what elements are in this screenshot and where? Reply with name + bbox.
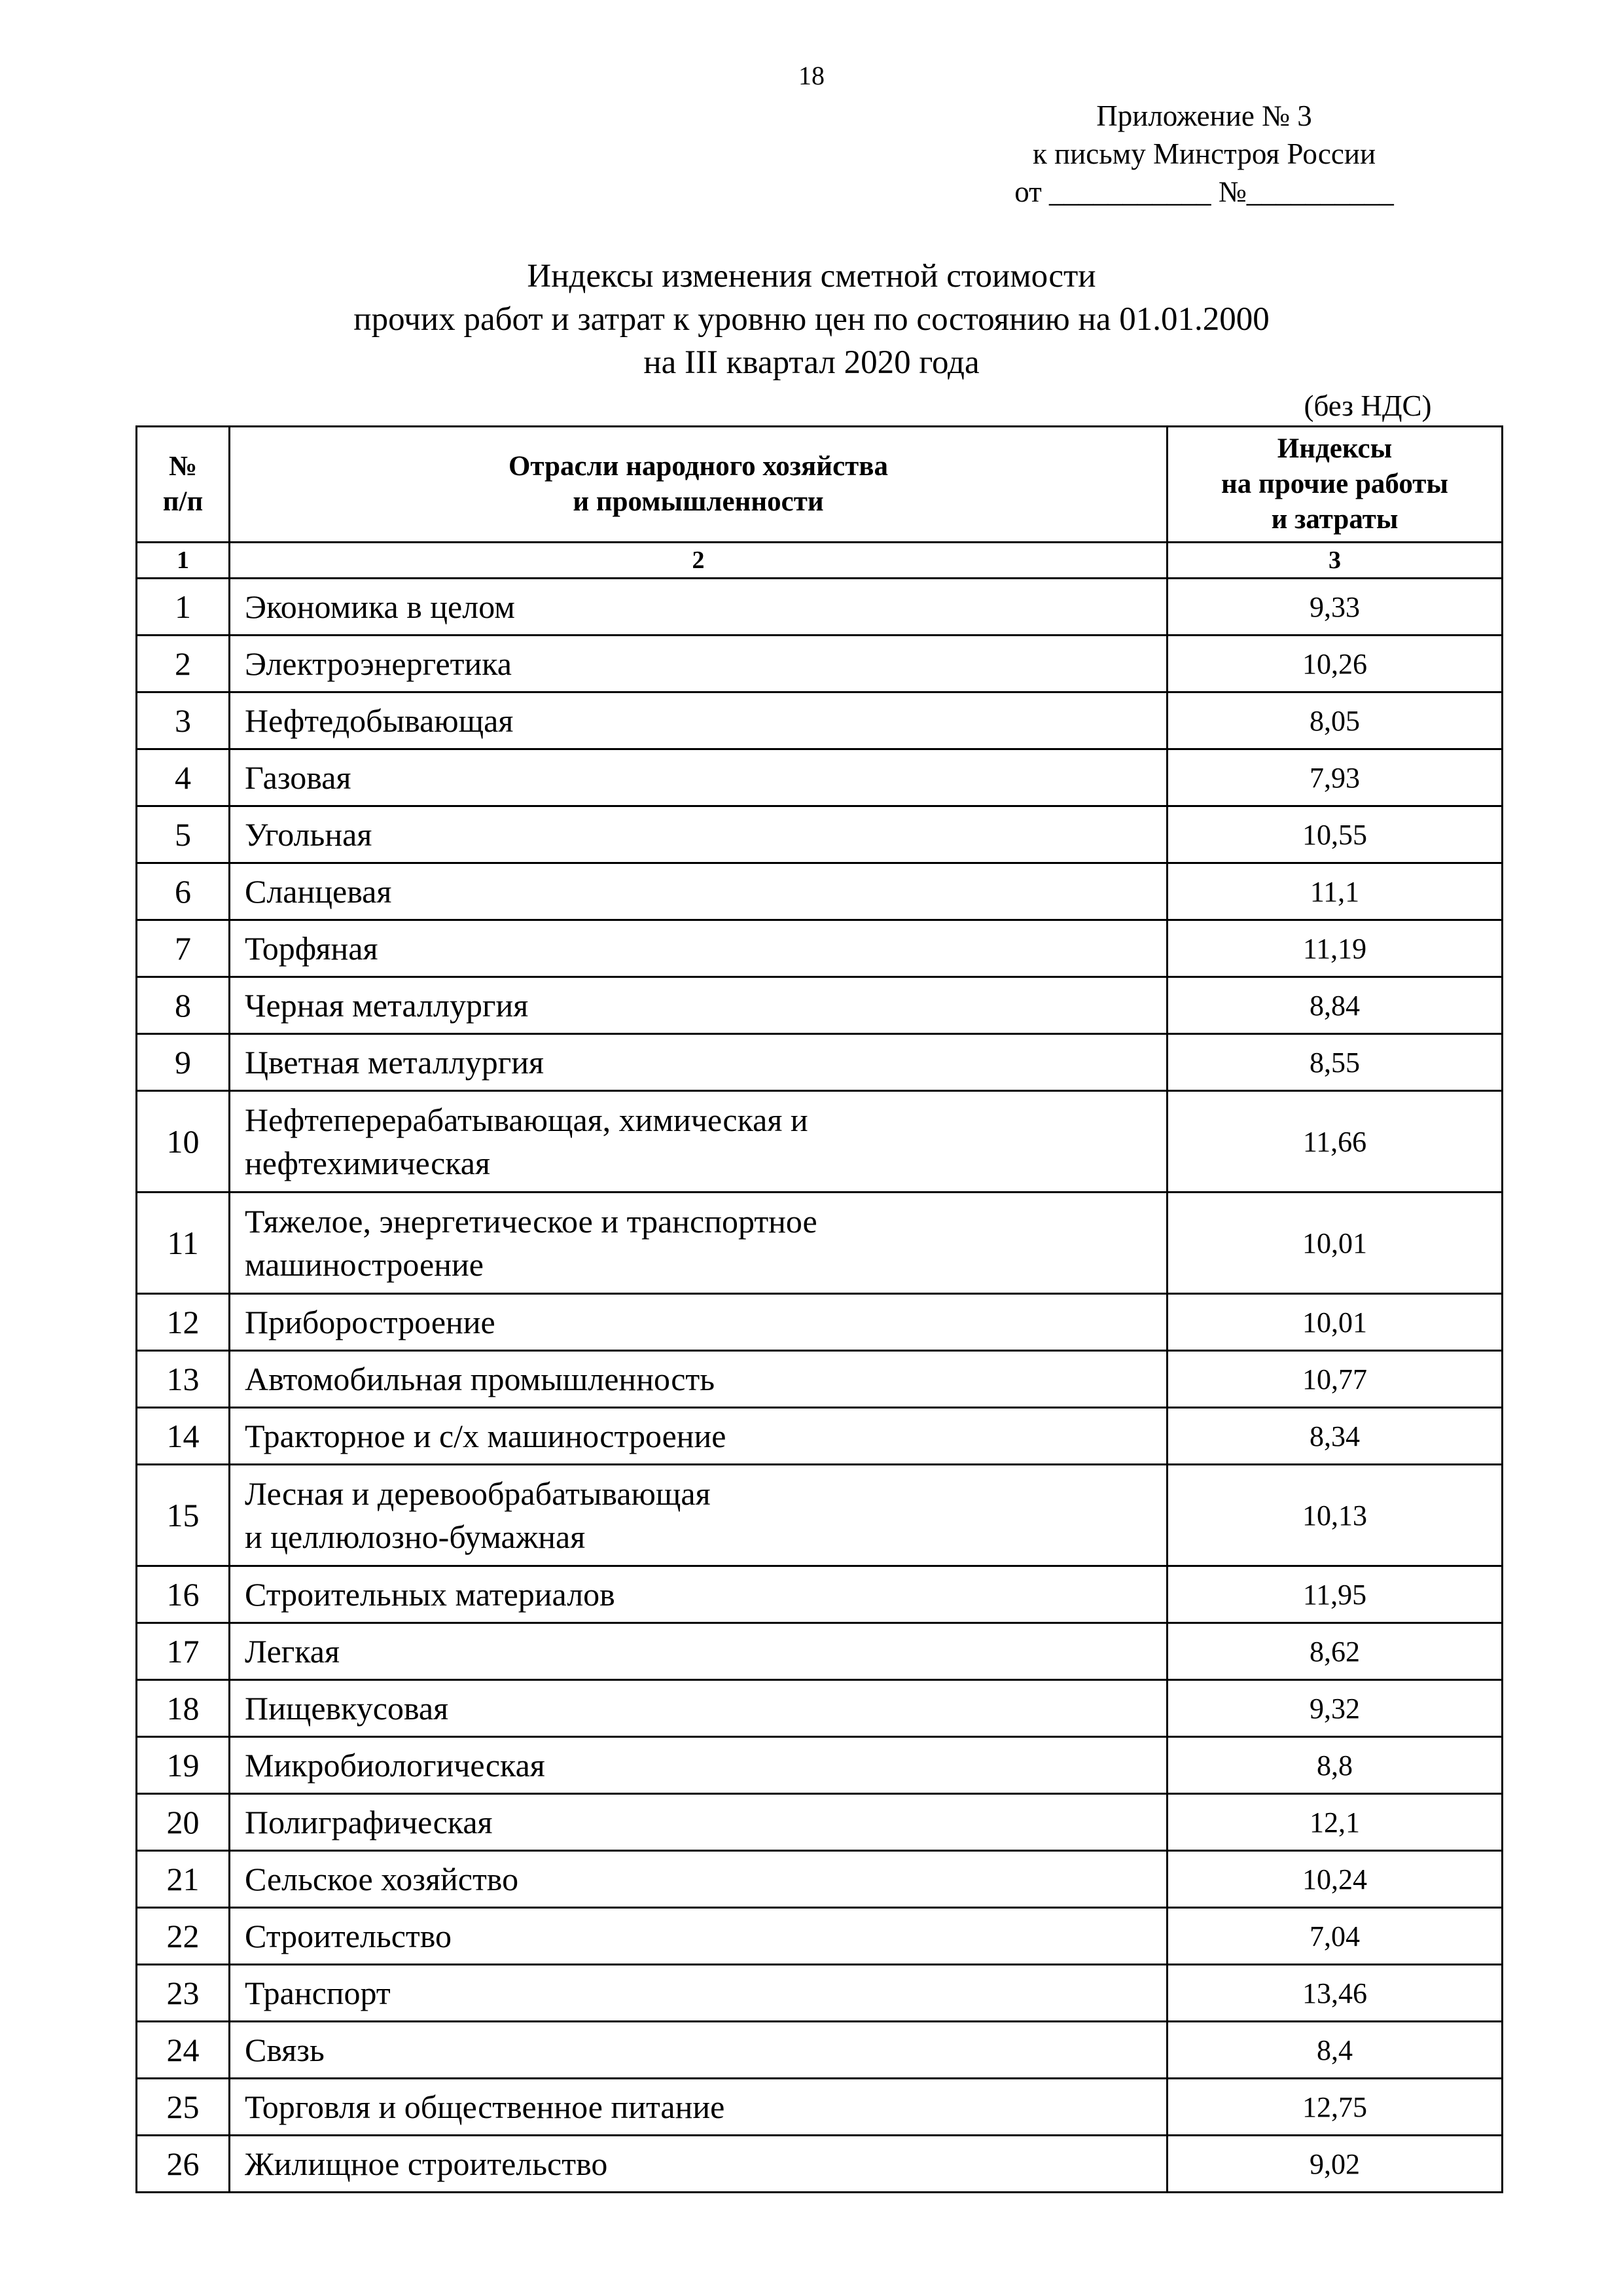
industry-name-line: Транспорт [245, 1975, 391, 2011]
row-number: 26 [137, 2136, 230, 2193]
index-value: 10,26 [1168, 636, 1503, 692]
table-row [137, 977, 1503, 1034]
index-value: 8,55 [1168, 1034, 1503, 1091]
industry-name-line: Приборостроение [245, 1304, 495, 1340]
table-row [137, 920, 1503, 977]
industry-name-line: и целлюлозно-бумажная [245, 1518, 586, 1555]
table-row [137, 2022, 1503, 2079]
industry-name-line: Полиграфическая [245, 1804, 493, 1840]
header-industry [230, 427, 1168, 543]
index-value: 7,04 [1168, 1908, 1503, 1965]
header-num [137, 427, 230, 543]
index-value: 11,1 [1168, 863, 1503, 920]
table-row [137, 749, 1503, 806]
industry-name [230, 1680, 1168, 1737]
industry-name [230, 920, 1168, 977]
header-num-line: № [168, 451, 198, 482]
industry-name-line: Тракторное и с/х машиностроение [245, 1418, 726, 1454]
table-row [137, 1091, 1503, 1193]
table-row [137, 1193, 1503, 1294]
column-number: 3 [1168, 543, 1503, 579]
table-row [137, 1408, 1503, 1465]
industry-name [230, 692, 1168, 749]
index-value: 8,8 [1168, 1737, 1503, 1794]
table-row [137, 1965, 1503, 2022]
industry-name [230, 1566, 1168, 1623]
row-number: 16 [137, 1566, 230, 1623]
industry-name [230, 1794, 1168, 1851]
row-number: 7 [137, 920, 230, 977]
column-number: 1 [137, 543, 230, 579]
industry-name [230, 1465, 1168, 1566]
industry-name-line: Жилищное строительство [245, 2145, 608, 2182]
industry-name [230, 1623, 1168, 1680]
index-value: 8,34 [1168, 1408, 1503, 1465]
appendix-line-3: от ___________ №__________ [1014, 175, 1394, 208]
index-value: 10,01 [1168, 1294, 1503, 1351]
row-number: 22 [137, 1908, 230, 1965]
row-number: 21 [137, 1851, 230, 1908]
document-title-line-2: прочих работ и затрат к уровню цен по состоянию на 01.01.2000 [353, 301, 1270, 338]
row-number: 13 [137, 1351, 230, 1408]
industry-name-line: Пищевкусовая [245, 1690, 449, 1727]
header-index-line: Индексы [1277, 433, 1393, 464]
index-value: 11,19 [1168, 920, 1503, 977]
table-header-row [137, 427, 1503, 543]
industry-name-line: Торговля и общественное питание [245, 2089, 725, 2125]
header-num-line: п/п [162, 486, 204, 517]
index-value: 8,62 [1168, 1623, 1503, 1680]
industry-name [230, 1908, 1168, 1965]
document-title-line-3: на III квартал 2020 года [643, 344, 980, 381]
index-value: 10,13 [1168, 1465, 1503, 1566]
row-number: 8 [137, 977, 230, 1034]
industry-name [230, 1351, 1168, 1408]
industry-name [230, 863, 1168, 920]
index-value: 7,93 [1168, 749, 1503, 806]
header-index-line: и затраты [1271, 504, 1399, 535]
header-industry-line: и промышленности [573, 486, 824, 517]
header-index [1168, 427, 1503, 543]
industry-name-line: Цветная металлургия [245, 1044, 544, 1081]
appendix-line-2: к письму Минстроя России [1032, 137, 1376, 170]
row-number: 10 [137, 1091, 230, 1193]
document-title-line-1: Индексы изменения сметной стоимости [527, 258, 1096, 295]
table-row [137, 1908, 1503, 1965]
row-number: 9 [137, 1034, 230, 1091]
industry-name-line: Тяжелое, энергетическое и транспортное [245, 1203, 817, 1240]
index-value: 8,05 [1168, 692, 1503, 749]
column-number: 2 [230, 543, 1168, 579]
row-number: 20 [137, 1794, 230, 1851]
appendix-line-1: Приложение № 3 [1096, 99, 1312, 132]
table-row [137, 2079, 1503, 2136]
industry-name [230, 2079, 1168, 2136]
industry-name-line: Строительство [245, 1918, 452, 1954]
table-row [137, 863, 1503, 920]
row-number: 14 [137, 1408, 230, 1465]
index-value: 11,95 [1168, 1566, 1503, 1623]
index-value: 10,55 [1168, 806, 1503, 863]
industry-name-line: Лесная и деревообрабатывающая [245, 1475, 711, 1512]
industry-name [230, 977, 1168, 1034]
row-number: 5 [137, 806, 230, 863]
industry-name-line: Микробиологическая [245, 1747, 545, 1784]
industry-name [230, 1408, 1168, 1465]
index-value: 12,1 [1168, 1794, 1503, 1851]
index-value: 13,46 [1168, 1965, 1503, 2022]
header-industry-line: Отрасли народного хозяйства [508, 451, 889, 482]
industry-name [230, 1193, 1168, 1294]
row-number: 19 [137, 1737, 230, 1794]
row-number: 6 [137, 863, 230, 920]
industry-name-line: нефтехимическая [245, 1145, 490, 1181]
industry-name [230, 2136, 1168, 2193]
row-number: 18 [137, 1680, 230, 1737]
row-number: 4 [137, 749, 230, 806]
table-row [137, 636, 1503, 692]
row-number: 3 [137, 692, 230, 749]
industry-name [230, 1091, 1168, 1193]
table-row [137, 1566, 1503, 1623]
table-row [137, 692, 1503, 749]
table-row [137, 806, 1503, 863]
table-row [137, 1351, 1503, 1408]
industry-name [230, 1965, 1168, 2022]
table-row [137, 1034, 1503, 1091]
row-number: 2 [137, 636, 230, 692]
industry-name-line: Нефтеперерабатывающая, химическая и [245, 1102, 808, 1138]
row-number: 15 [137, 1465, 230, 1566]
page-number: 18 [798, 61, 825, 90]
industry-name [230, 749, 1168, 806]
table-row [137, 2136, 1503, 2193]
industry-name-line: Нефтедобывающая [245, 702, 514, 739]
industry-name-line: Автомобильная промышленность [245, 1361, 715, 1397]
row-number: 17 [137, 1623, 230, 1680]
index-value: 9,32 [1168, 1680, 1503, 1737]
industry-name-line: Сланцевая [245, 873, 392, 910]
industry-name-line: Электроэнергетика [245, 645, 512, 682]
industry-name-line: Угольная [245, 816, 372, 853]
row-number: 11 [137, 1193, 230, 1294]
vat-note: (без НДС) [1304, 389, 1432, 422]
industry-name-line: Легкая [245, 1633, 340, 1670]
index-value: 10,77 [1168, 1351, 1503, 1408]
industry-name [230, 2022, 1168, 2079]
index-value: 10,01 [1168, 1193, 1503, 1294]
table-body [137, 579, 1503, 2193]
index-value: 11,66 [1168, 1091, 1503, 1193]
column-number-row [137, 543, 1503, 579]
table-row [137, 1623, 1503, 1680]
index-table [135, 425, 1503, 2193]
table-row [137, 1737, 1503, 1794]
industry-name [230, 1034, 1168, 1091]
index-value: 10,24 [1168, 1851, 1503, 1908]
industry-name [230, 1851, 1168, 1908]
table-row [137, 579, 1503, 636]
index-value: 8,4 [1168, 2022, 1503, 2079]
industry-name [230, 1737, 1168, 1794]
row-number: 1 [137, 579, 230, 636]
index-value: 9,02 [1168, 2136, 1503, 2193]
table-row [137, 1794, 1503, 1851]
industry-name [230, 806, 1168, 863]
row-number: 25 [137, 2079, 230, 2136]
industry-name-line: Связь [245, 2032, 325, 2068]
industry-name-line: Экономика в целом [245, 588, 515, 625]
table-row [137, 1680, 1503, 1737]
industry-name [230, 1294, 1168, 1351]
industry-name-line: Торфяная [245, 930, 378, 967]
industry-name-line: Газовая [245, 759, 351, 796]
industry-name-line: Черная металлургия [245, 987, 529, 1024]
table-row [137, 1294, 1503, 1351]
index-value: 8,84 [1168, 977, 1503, 1034]
index-value: 12,75 [1168, 2079, 1503, 2136]
industry-name [230, 636, 1168, 692]
industry-name-line: Сельское хозяйство [245, 1861, 519, 1897]
industry-name-line: машиностроение [245, 1246, 484, 1283]
table-row [137, 1465, 1503, 1566]
header-index-line: на прочие работы [1221, 469, 1448, 499]
industry-name [230, 579, 1168, 636]
table-row [137, 1851, 1503, 1908]
index-value: 9,33 [1168, 579, 1503, 636]
industry-name-line: Строительных материалов [245, 1576, 615, 1613]
row-number: 23 [137, 1965, 230, 2022]
row-number: 12 [137, 1294, 230, 1351]
row-number: 24 [137, 2022, 230, 2079]
